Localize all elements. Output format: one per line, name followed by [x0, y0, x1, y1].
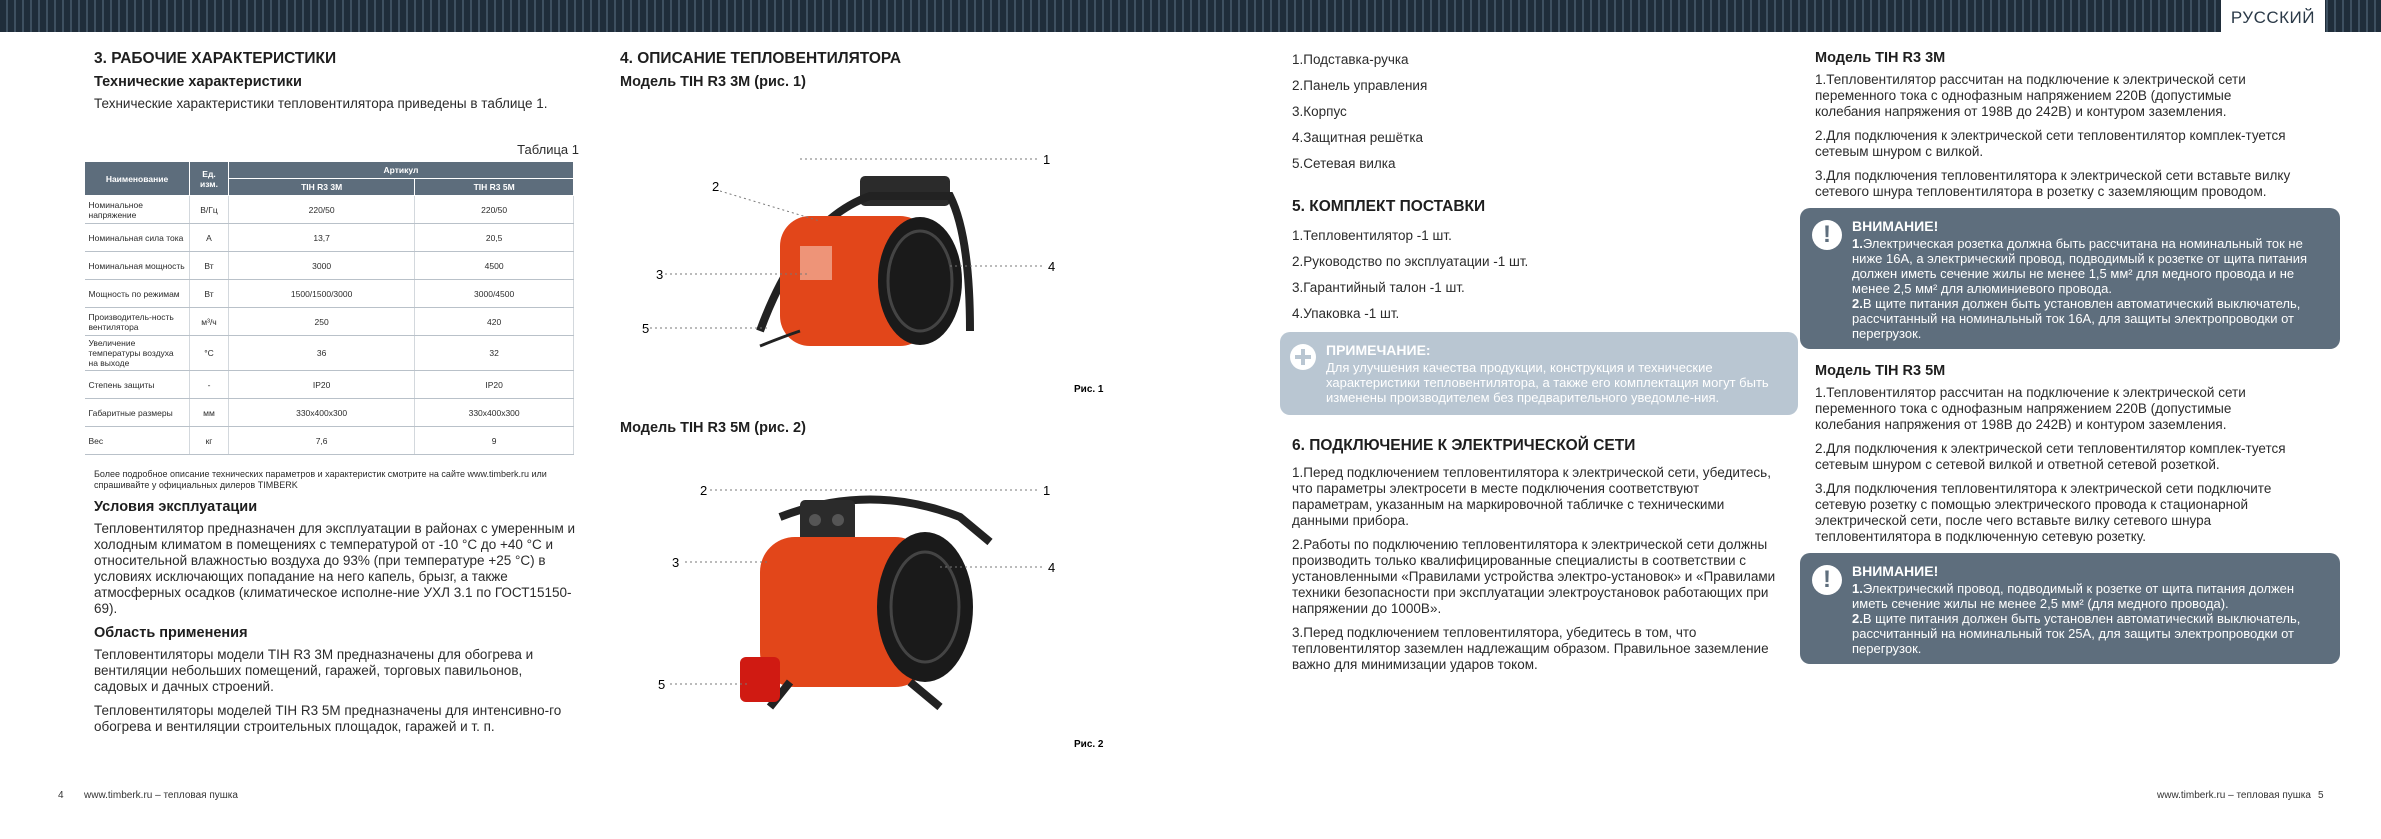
plug-5m	[740, 657, 780, 702]
spec-name-cell: Номинальная мощность	[85, 252, 190, 280]
kit-list	[1292, 228, 1777, 322]
model1-item: 1.Тепловентилятор рассчитан на подключение к электрической сети переменного тока с однофазным напряжением 220В (допустимые колебания напряжения от 198В до 242В) и контуром заземления.	[1815, 72, 2246, 119]
connect-item: 3.Перед подключением тепловентилятора, убедитесь в том, что тепловентилятор заземлен надлежащим образом. Правильное заземление важно для минимизации ударов током.	[1292, 625, 1769, 672]
spec-unit-cell: -	[190, 371, 229, 399]
callout-1: 1	[1043, 152, 1051, 167]
callout-4: 4	[1048, 259, 1056, 274]
conditions-heading: Условия эксплуатации	[94, 499, 258, 515]
spec-unit-cell: Вт	[190, 252, 229, 280]
spec-unit-cell: м³/ч	[190, 308, 229, 336]
spec-model-b-cell: 4500	[415, 252, 574, 280]
tech-heading: Технические характеристики	[94, 74, 302, 90]
warning-2-item: 2.В щите питания должен быть установлен автоматический выключатель, рассчитанный на номинальный ток 25А, для защиты электропроводки от перегрузок.	[1852, 611, 2301, 656]
warning-box-2	[1800, 553, 2340, 664]
model2-item: 3.Для подключения тепловентилятора к электрической сети подключите сетевую розетку с помощью электрического провода к стационарной электрической сети, после чего вставьте вилку сетевого шнура тепловентилятора в подключенную сетевую розетку.	[1815, 481, 2272, 544]
callout-5: 5	[642, 321, 650, 336]
model1-item: 3.Для подключения тепловентилятора к электрической сети вставьте вилку сетевого шнура тепловентилятора в розетку с заземляющим проводом.	[1815, 168, 2291, 199]
table-caption: Таблица 1	[517, 142, 579, 157]
tech-intro: Технические характеристики тепловентилятора приведены в таблице 1.	[94, 96, 548, 111]
th-unit: Ед. изм.	[190, 162, 229, 196]
part-item: 2.Панель управления	[1292, 78, 1428, 93]
th-model-a: TIH R3 3M	[229, 179, 415, 196]
specs-table	[84, 161, 574, 455]
column-characteristics	[88, 50, 579, 743]
table-row	[85, 308, 574, 336]
th-model-b: TIH R3 5M	[415, 179, 574, 196]
table-row	[85, 427, 574, 455]
warning-1-title: ВНИМАНИЕ!	[1852, 218, 1939, 234]
note-box	[1280, 332, 1798, 415]
control-panel-5m	[800, 500, 855, 542]
usage-text-2: Тепловентиляторы моделей TIH R3 5M предназначены для интенсивно-го обогрева и вентиляции строительных площадок, гаражей и т. п.	[94, 703, 562, 734]
spec-name-cell: Вес	[85, 427, 190, 455]
language-label: РУССКИЙ	[2221, 0, 2325, 36]
model1-item: 2.Для подключения к электрической сети тепловентилятор комплек-туется сетевым шнуром с вилкой.	[1815, 128, 2286, 159]
spec-unit-cell: мм	[190, 399, 229, 427]
column-description	[620, 50, 1104, 752]
th-name: Наименование	[85, 162, 190, 196]
footer-left-text: www.timberk.ru – тепловая пушка	[84, 790, 238, 801]
handle-3m	[860, 176, 950, 206]
exclamation-icon: !	[1812, 565, 1842, 595]
connect-item: 1.Перед подключением тепловентилятора к электрической сети, убедитесь, что параметры электросети в месте подключения соответствуют параметрам, указанным на маркировочной табличке с техническими данными прибора.	[1292, 465, 1771, 528]
model2-item: 1.Тепловентилятор рассчитан на подключение к электрической сети переменного тока с однофазным напряжением 220В (допустимые колебания напряжения от 198В до 242В) и контуром заземления.	[1815, 385, 2246, 432]
footer-right-page-number: 5	[2318, 790, 2324, 801]
table-row	[85, 196, 574, 224]
spec-model-b-cell: 9	[415, 427, 574, 455]
model2-title: Модель TIH R3 5M (рис. 2)	[620, 420, 806, 436]
figure-1	[620, 96, 1104, 396]
column-kit-connection	[1292, 50, 1777, 681]
spec-model-a-cell: 13,7	[229, 224, 415, 252]
spec-model-b-cell: 3000/4500	[415, 280, 574, 308]
spec-model-a-cell: 330x400x300	[229, 399, 415, 427]
callout-5m-2: 2	[700, 483, 708, 498]
kit-item: 3.Гарантийный талон -1 шт.	[1292, 280, 1465, 295]
spec-model-a-cell: 3000	[229, 252, 415, 280]
figure-1-caption: Рис. 1	[1074, 384, 1104, 395]
note-text: Для улучшения качества продукции, конструкция и технические характеристики тепловентилятора, а также его комплектация могут быть изменены производителем без предварительного уведомле-ния.	[1326, 360, 1769, 405]
th-article: Артикул	[229, 162, 574, 179]
model1-title: Модель TIH R3 3M (рис. 1)	[620, 74, 806, 90]
table-row	[85, 280, 574, 308]
top-stripe-bar	[0, 0, 2381, 32]
part-item: 1.Подставка-ручка	[1292, 52, 1409, 67]
model2-heading: Модель TIH R3 5M	[1815, 363, 1946, 379]
section-title-characteristics: 3. РАБОЧИЕ ХАРАКТЕРИСТИКИ	[94, 50, 337, 67]
exclamation-icon: !	[1812, 220, 1842, 250]
part-item: 4.Защитная решётка	[1292, 130, 1424, 145]
spec-name-cell: Увеличение температуры воздуха на выходе	[85, 336, 190, 371]
callout-5m-5: 5	[658, 677, 666, 692]
kit-item: 2.Руководство по эксплуатации -1 шт.	[1292, 254, 1529, 269]
conditions-text: Тепловентилятор предназначен для эксплуатации в районах с умеренным и холодным климатом в помещениях с температурой от -10 °С до +40 °С и относительной влажностью воздуха до 93% (при температуре +25 °С) в условиях исключающих попадание на него капель, брызг, а также атмосферных осадков (климатическое исполне-ние УХЛ 3.1 по ГОСТ15150-69).	[94, 521, 576, 616]
warning-box-1	[1800, 208, 2340, 349]
part-item: 3.Корпус	[1292, 104, 1347, 119]
spec-model-b-cell: 330x400x300	[415, 399, 574, 427]
spec-name-cell: Габаритные размеры	[85, 399, 190, 427]
spec-model-a-cell: 220/50	[229, 196, 415, 224]
usage-heading: Область применения	[94, 625, 248, 641]
warning-1-item: 2.В щите питания должен быть установлен автоматический выключатель, рассчитанный на номинальный ток 16А, для защиты электропроводки от перегрузок.	[1852, 296, 2301, 341]
spec-model-b-cell: IP20	[415, 371, 574, 399]
table-row	[85, 371, 574, 399]
section-title-description: 4. ОПИСАНИЕ ТЕПЛОВЕНТИЛЯТОРА	[620, 50, 902, 67]
table-row	[85, 224, 574, 252]
spec-unit-cell: кг	[190, 427, 229, 455]
spec-unit-cell: °С	[190, 336, 229, 371]
table-row	[85, 399, 574, 427]
table-row	[85, 252, 574, 280]
spec-model-b-cell: 20,5	[415, 224, 574, 252]
spec-model-a-cell: 1500/1500/3000	[229, 280, 415, 308]
figure-2-caption: Рис. 2	[1074, 739, 1104, 750]
footer-left-page-number: 4	[58, 790, 64, 801]
spec-name-cell: Степень защиты	[85, 371, 190, 399]
heater-5m-illustration	[620, 442, 1104, 752]
column-models-connection	[1815, 50, 2308, 678]
figure-2	[620, 442, 1104, 752]
heater-3m-illustration	[620, 96, 1104, 396]
spec-name-cell: Номинальное напряжение	[85, 196, 190, 224]
parts-list	[1292, 52, 1777, 172]
callout-2: 2	[712, 179, 720, 194]
connect-title: 6. ПОДКЛЮЧЕНИЕ К ЭЛЕКТРИЧЕСКОЙ СЕТИ	[1292, 437, 1636, 454]
callout-5m-4: 4	[1048, 560, 1056, 575]
table-note: Более подробное описание технических параметров и характеристик смотрите на сайте www.timberk.ru или спрашивайте у официальных дилеров TIMBERK	[94, 469, 547, 490]
spec-model-a-cell: IP20	[229, 371, 415, 399]
warning-2-item: 1.Электрический провод, подводимый к розетке от щита питания должен иметь сечение жилы не менее 2,5 мм² (для медного провода).	[1852, 581, 2295, 611]
table-row	[85, 336, 574, 371]
spec-name-cell: Мощность по режимам	[85, 280, 190, 308]
warning-2-title: ВНИМАНИЕ!	[1852, 563, 1939, 579]
plus-icon	[1290, 344, 1316, 370]
spec-name-cell: Номинальная сила тока	[85, 224, 190, 252]
connect-item: 2.Работы по подключению тепловентилятора к электрической сети должны производить только квалифицированные специалисты в соответствии с установленными «Правилами устройства электро-установок» и «Правилами техники безопасности при эксплуатации электроустановок работающих при напряжении до 1000В».	[1292, 537, 1776, 616]
spec-unit-cell: В/Гц	[190, 196, 229, 224]
part-item: 5.Сетевая вилка	[1292, 156, 1396, 171]
spec-model-a-cell: 36	[229, 336, 415, 371]
spec-model-b-cell: 32	[415, 336, 574, 371]
callout-3: 3	[656, 267, 664, 282]
spec-model-a-cell: 250	[229, 308, 415, 336]
grille-3m	[878, 217, 962, 345]
model1-heading: Модель TIH R3 3M	[1815, 50, 1946, 66]
spec-model-a-cell: 7,6	[229, 427, 415, 455]
model2-item: 2.Для подключения к электрической сети тепловентилятор комплек-туется сетевым шнуром с сетевой вилкой и ответной сетевой розеткой.	[1815, 441, 2286, 472]
usage-text-1: Тепловентиляторы модели TIH R3 3M предназначены для обогрева и вентиляции небольших помещений, гаражей, торговых павильонов, садовых и дачных строений.	[94, 647, 534, 694]
callout-5m-3: 3	[672, 555, 680, 570]
warning-1-item: 1.Электрическая розетка должна быть рассчитана на номинальный ток не ниже 16А, а электрический провод, подводимый к розетке от щита питания должен иметь сечение жилы не менее 1,5 мм² для медного провода и не менее 2,5 мм² для алюминиевого провода.	[1852, 236, 2308, 296]
note-title: ПРИМЕЧАНИЕ:	[1326, 342, 1431, 358]
spec-name-cell: Производитель-ность вентилятора	[85, 308, 190, 336]
kit-item: 4.Упаковка -1 шт.	[1292, 306, 1400, 321]
spec-model-b-cell: 220/50	[415, 196, 574, 224]
kit-title: 5. КОМПЛЕКТ ПОСТАВКИ	[1292, 198, 1486, 215]
footer-right-text: www.timberk.ru – тепловая пушка	[2157, 790, 2311, 801]
kit-item: 1.Тепловентилятор -1 шт.	[1292, 228, 1452, 243]
spec-unit-cell: А	[190, 224, 229, 252]
callout-5m-1: 1	[1043, 483, 1051, 498]
spec-unit-cell: Вт	[190, 280, 229, 308]
spec-model-b-cell: 420	[415, 308, 574, 336]
